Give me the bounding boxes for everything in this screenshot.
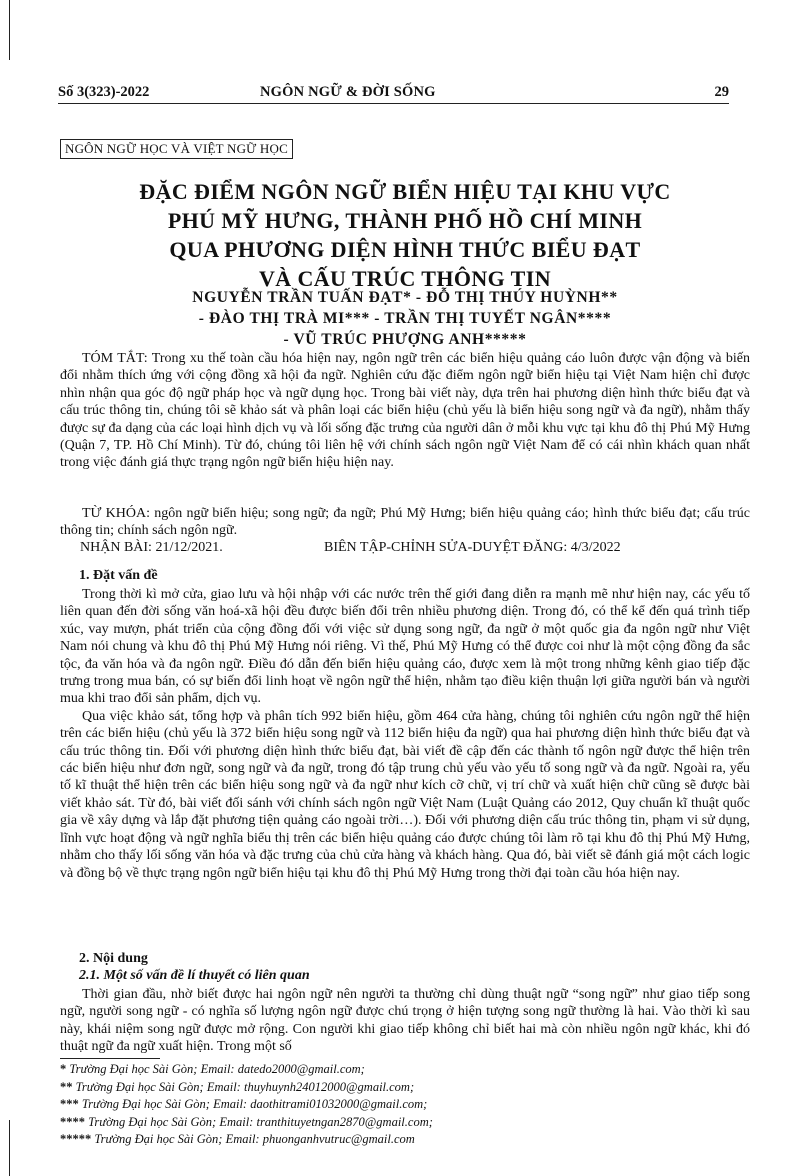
scan-margin-line (9, 1120, 10, 1176)
paragraph: Qua việc khảo sát, tổng hợp và phân tích 992 biển hiệu, gồm 464 cửa hàng, chúng tôi nghiên cứu ngôn ngữ thể hiện trên các biển hiệu (chủ yếu là 372 biển hiệu song ngữ và 112 biển hiệu đa ngữ) qua hai phương diện hình thức biểu đạt và cấu trúc thông tin. Đối với phương diện hình thức biểu đạt, bài viết đề cập đến các thành tố ngôn ngữ được thể hiện trên các biển hiệu như đơn ngữ, song ngữ và đa ngữ, trong đó tập trung chủ yếu vào yếu tố song ngữ và đa ngữ. Ngoài ra, yếu tố kĩ thuật thể hiện trên các biển hiệu song ngữ và đa ngữ như kích cỡ chữ, vị trí chữ và xuất hiện chữ cũng sẽ được bài viết khảo sát. Từ đó, bài viết đối sánh với chính sách ngôn ngữ Việt Nam (Luật Quảng cáo 2012, Quy chuẩn kĩ thuật quốc gia về xây dựng và lắp đặt phương tiện quảng cáo ngoài trời…). Đối với phương diện cấu trúc thông tin, phạm vi sử dụng, lĩnh vực hoạt động và ngữ nghĩa biểu thị trên các biển hiệu quảng cáo được chúng tôi làm rõ tại khu đô thị Phú Mỹ Hưng, nhằm cho thấy lối sống văn hóa và đặc trưng của chủ cửa hàng và khách hàng. Qua đó, bài viết sẽ đánh giá một cách logic và đồng bộ về thực trạng ngôn ngữ biển hiệu tại khu đô thị Phú Mỹ Hưng trong thời đại toàn cầu hóa hiện nay. (60, 708, 750, 881)
footnote (60, 1114, 750, 1132)
footnote-text: Trường Đại học Sài Gòn; Email: tranthituyetngan2870@gmail.com; (88, 1114, 433, 1129)
title-line: PHÚ MỸ HƯNG, THÀNH PHỐ HỒ CHÍ MINH (167, 208, 643, 233)
footnote-mark: ** (60, 1079, 73, 1094)
author-line: - ĐÀO THỊ TRÀ MI*** - TRẦN THỊ TUYẾT NGÂN**** (198, 310, 612, 327)
paragraph: Thời gian đầu, nhờ biết được hai ngôn ngữ nên người ta thường chỉ dùng thuật ngữ “song ngữ” như giao tiếp song ngữ, người song ngữ - có nghĩa số lượng ngôn ngữ được chú trọng ở hiện tượng song ngữ thường là hai. Vào thời kì sau này, khái niệm song ngữ được mở rộng. Con người khi giao tiếp không chỉ biết hai mà còn nhiều ngôn ngữ khác, khi đó thuật ngữ đa ngữ xuất hiện. Trong một số (60, 987, 750, 1055)
section-heading: 1. Đặt vấn đề (79, 568, 158, 583)
title-line: ĐẶC ĐIỂM NGÔN NGỮ BIỂN HIỆU TẠI KHU VỰC (139, 179, 671, 204)
journal-name: NGÔN NGỮ & ĐỜI SỐNG (260, 84, 436, 100)
article-title (60, 177, 750, 293)
edited-date: BIÊN TẬP-CHỈNH SỬA-DUYỆT ĐĂNG: 4/3/2022 (324, 540, 621, 555)
keywords (60, 505, 750, 540)
author-line: - VŨ TRÚC PHƯỢNG ANH***** (283, 331, 527, 348)
running-header (58, 84, 729, 104)
section-body (60, 986, 750, 1056)
abstract-text: TÓM TẮT: Trong xu thế toàn cầu hóa hiện nay, ngôn ngữ trên các biển hiệu quảng cáo luôn được vận động và biến đổi nhằm thích ứng với cộng đồng xã hội đa ngữ. Nghiên cứu đặc điểm ngôn ngữ biển hiệu tại Việt Nam hiện chỉ được nhìn nhận qua góc độ ngữ pháp học và ngữ dụng học. Trong bài viết này, dựa trên hai phương diện hình thức biểu đạt và cấu trúc thông tin, chúng tôi sẽ khảo sát và phân loại các biển hiệu (chủ yếu là biển hiệu song ngữ và đa ngữ), nhằm thấy được sự đa dạng của các loại hình dịch vụ và lối sống đặc trưng của người dân ở mỗi khu vực tại khu đô thị Phú Mỹ Hưng (Quận 7, TP. Hồ Chí Minh). Từ đó, chúng tôi liên hệ với chính sách ngôn ngữ Việt Nam để có cái nhìn khách quan nhất trong việc đánh giá thực trạng ngôn ngữ biển hiệu hiện nay. (60, 351, 750, 471)
section-label: NGÔN NGỮ HỌC VÀ VIỆT NGỮ HỌC (60, 139, 293, 159)
footnote (60, 1131, 750, 1149)
footnote (60, 1079, 750, 1097)
section-heading: 2. Nội dung (79, 951, 148, 966)
scan-margin-line (9, 0, 10, 60)
footnote-text: Trường Đại học Sài Gòn; Email: daothitrami01032000@gmail.com; (81, 1097, 428, 1112)
paragraph: Trong thời kì mở cửa, giao lưu và hội nhập với các nước trên thế giới đang diễn ra mạnh mẽ như hiện nay, các yếu tố liên quan đến đời sống văn hoá-xã hội đều được biến đổi trên nhiều phương diện. Trong đó, có thể kể đến quá trình tiếp xúc, vay mượn, phát triển của cộng đồng đối với việc sử dụng song ngữ, đa ngữ ở một quốc gia đa ngôn ngữ như Việt Nam nói chung và khu đô thị Phú Mỹ Hưng nói riêng. Vì thế, Phú Mỹ Hưng có thể được coi như là một cộng đồng đa sắc tộc, đa văn hóa và đa ngôn ngữ. Điều đó dẫn đến biển hiệu quảng cáo, được xem là một trong những kênh giao tiếp đặc trưng trong mua bán, có sự biến đổi linh hoạt về ngôn ngữ thể hiện, nhằm tạo điều kiện thuận lợi giữa người bán và người mua khi trao đổi sản phẩm, dịch vụ. (60, 587, 750, 707)
footnote-mark: ***** (60, 1132, 92, 1147)
page-number: 29 (714, 84, 729, 100)
author-list (60, 287, 750, 350)
footnote-mark: * (60, 1062, 67, 1076)
title-line: VÀ CẤU TRÚC THÔNG TIN (258, 266, 551, 291)
abstract (60, 350, 750, 472)
received-date: NHẬN BÀI: 21/12/2021. (80, 540, 223, 555)
footnote-text: Trường Đại học Sài Gòn; Email: phuonganhvutruc@gmail.com (94, 1132, 415, 1147)
section-body (60, 586, 750, 882)
issue-number: Số 3(323)-2022 (58, 84, 150, 100)
footnote (60, 1096, 750, 1114)
footnote-text: Trường Đại học Sài Gòn; Email: datedo2000@gmail.com; (69, 1062, 365, 1076)
keywords-text: TỪ KHÓA: ngôn ngữ biển hiệu; song ngữ; đa ngữ; Phú Mỹ Hưng; biển hiệu quảng cáo; hình thức biểu đạt; cấu trúc thông tin; chính sách ngôn ngữ. (60, 506, 750, 539)
footnotes (60, 1061, 750, 1149)
footnote-mark: *** (60, 1097, 79, 1112)
footnote (60, 1061, 750, 1079)
author-line: NGUYỄN TRẦN TUẤN ĐẠT* - ĐỖ THỊ THÚY HUỲNH** (192, 289, 618, 306)
footnote-rule (60, 1058, 160, 1059)
header-rule (58, 103, 729, 104)
footnote-mark: **** (60, 1114, 85, 1129)
footnote-text: Trường Đại học Sài Gòn; Email: thuyhuynh24012000@gmail.com; (75, 1079, 415, 1094)
subsection-heading: 2.1. Một số vấn đề lí thuyết có liên quan (79, 968, 310, 983)
title-line: QUA PHƯƠNG DIỆN HÌNH THỨC BIỂU ĐẠT (169, 237, 641, 262)
